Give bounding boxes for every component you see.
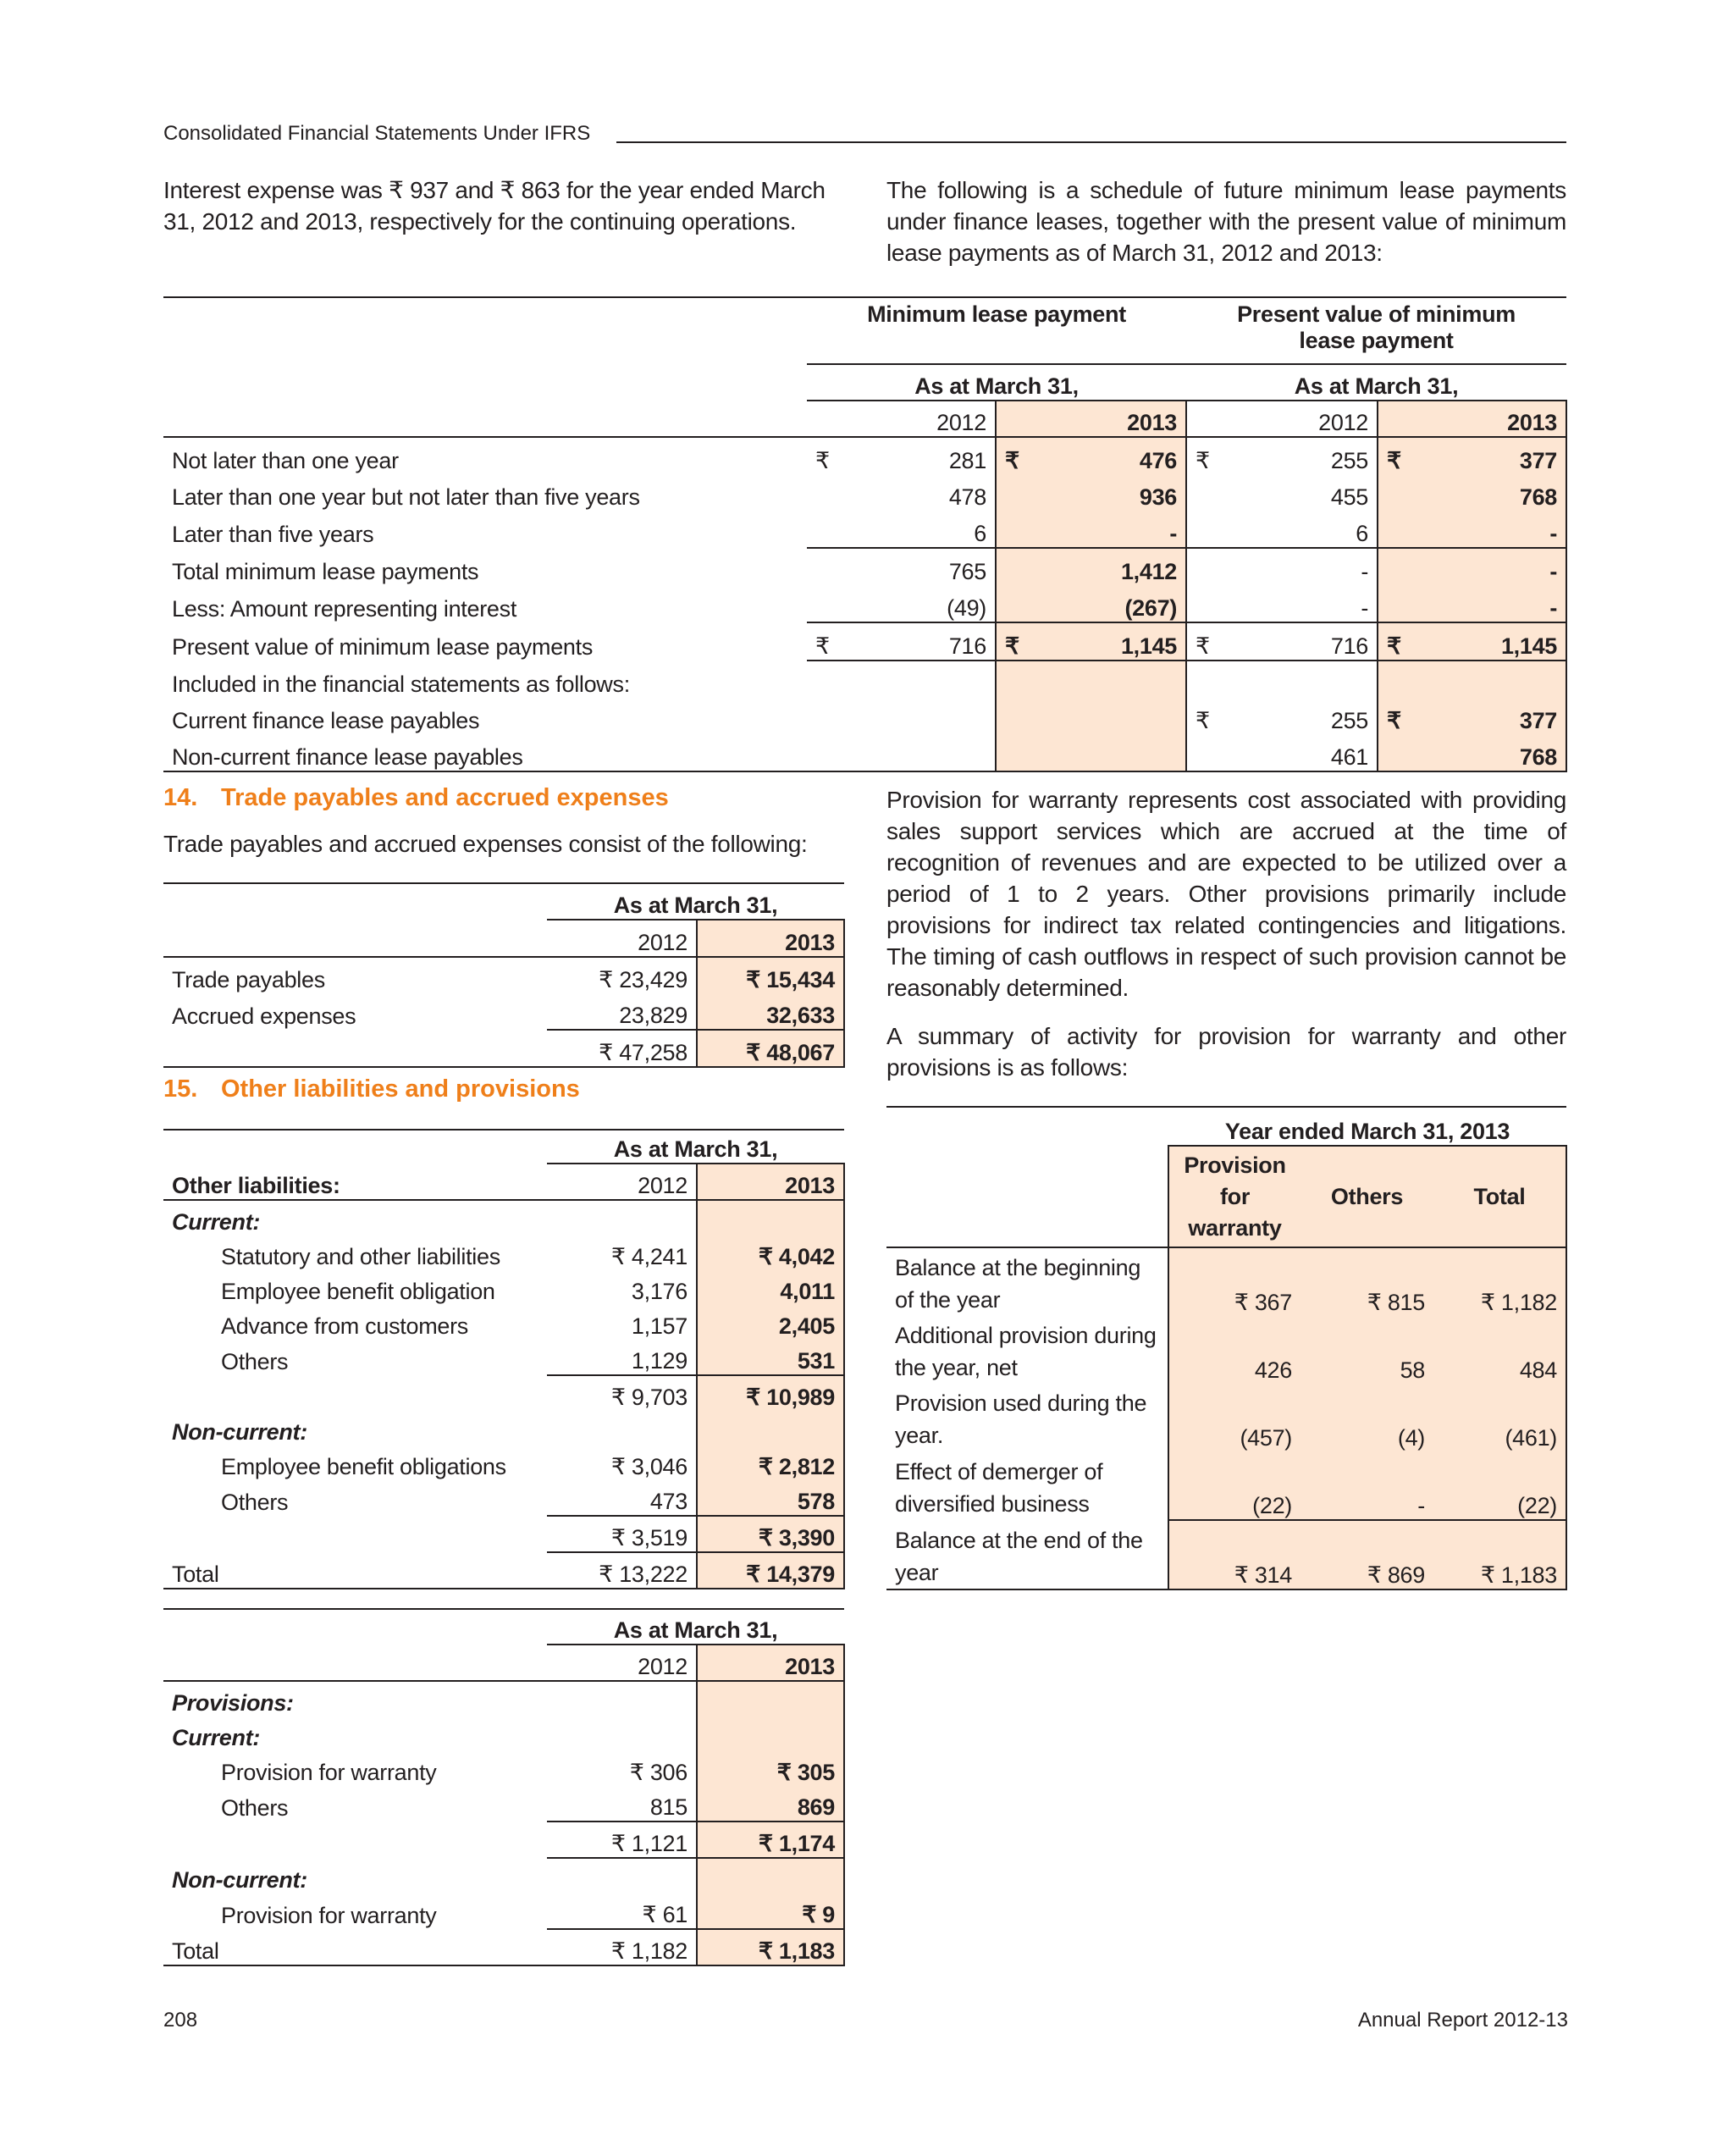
- table-row: [163, 622, 1566, 661]
- column-provision-for-warranty: Provision for warranty: [1168, 1146, 1300, 1247]
- year-2013: 2013: [697, 1164, 844, 1200]
- table-row: [163, 1305, 844, 1340]
- cell-value: 716: [948, 633, 986, 659]
- row-label: Later than five years: [172, 522, 374, 547]
- row-value: 6: [974, 521, 986, 546]
- row-value: 936: [996, 474, 1186, 511]
- row-value: (267): [996, 585, 1186, 622]
- row-label: Statutory and other liabilities: [221, 1244, 500, 1269]
- row-value: 1,129: [631, 1348, 688, 1374]
- table-row: [163, 1236, 844, 1270]
- row-value: (457): [1168, 1384, 1300, 1451]
- row-label: Balance at the beginning of the year: [886, 1247, 1168, 1316]
- year-header-row: [163, 1164, 844, 1200]
- row-label: Present value of minimum lease payments: [172, 634, 594, 660]
- row-value: 23,829: [619, 1003, 688, 1028]
- table-row: [163, 1340, 844, 1375]
- row-value: [807, 661, 996, 698]
- page-number: 208: [163, 2009, 198, 2032]
- row-value: -: [1378, 585, 1566, 622]
- row-value: ₹ 14,379: [697, 1552, 844, 1589]
- provisions-table: [163, 1608, 845, 1966]
- column-total: Total: [1433, 1146, 1566, 1247]
- row-value: ₹ 3,046: [610, 1454, 688, 1479]
- row-value: [807, 734, 996, 771]
- trade-payables-table: [163, 882, 845, 1068]
- table-row: [163, 1929, 844, 1965]
- section-title: Trade payables and accrued expenses: [221, 784, 669, 811]
- column-header-row: [886, 1146, 1566, 1247]
- row-value: ₹ 47,258: [547, 1030, 697, 1067]
- table-row: [886, 1247, 1566, 1316]
- section-14-intro: Trade payables and accrued expenses consist of the following:: [163, 831, 808, 857]
- table-row: [163, 1822, 844, 1858]
- cell-value: 377: [1519, 448, 1558, 473]
- row-value: [697, 1717, 844, 1751]
- year-2012: 2012: [807, 401, 996, 437]
- row-value: ₹ 815: [1300, 1247, 1433, 1316]
- table-row: [163, 1030, 844, 1067]
- row-value: 478: [948, 484, 986, 510]
- row-value: [807, 622, 996, 661]
- section-number: 14.: [163, 784, 198, 811]
- row-value: [697, 1411, 844, 1446]
- header-asat: As at March 31,: [547, 1609, 844, 1645]
- row-value: ₹ 4,241: [610, 1244, 688, 1269]
- row-value: ₹ 869: [1300, 1520, 1433, 1589]
- row-label: Others: [221, 1490, 289, 1515]
- row-label: Total: [163, 1929, 547, 1965]
- row-value: ₹ 10,989: [697, 1375, 844, 1411]
- section-15-heading: [163, 1075, 580, 1103]
- table-row: [163, 1200, 844, 1236]
- row-value: [807, 698, 996, 734]
- row-label: Current:: [163, 1200, 547, 1236]
- row-value: ₹ 15,434: [697, 957, 844, 993]
- year-2012: 2012: [547, 1164, 697, 1200]
- table-row: [163, 548, 1566, 585]
- row-label: [163, 1375, 547, 1411]
- row-label: Provisions:: [163, 1681, 547, 1717]
- header-asat-2: As at March 31,: [1186, 364, 1566, 401]
- row-label: [163, 1030, 547, 1067]
- row-value: [996, 734, 1186, 771]
- rupee-icon: ₹: [1196, 708, 1210, 733]
- table-row: [886, 1384, 1566, 1451]
- row-value: ₹ 1,183: [697, 1929, 844, 1965]
- row-value: ₹ 1,182: [547, 1929, 697, 1965]
- header-present-value: Present value of minimum lease payment: [1186, 297, 1566, 364]
- rupee-icon: ₹: [1387, 633, 1401, 659]
- row-label: Non-current finance lease payables: [163, 734, 807, 771]
- row-value: [547, 1200, 697, 1236]
- row-value: -: [1361, 595, 1369, 621]
- row-label: Advance from customers: [221, 1313, 469, 1339]
- row-label: Current:: [172, 1725, 261, 1750]
- row-value: ₹ 1,182: [1433, 1247, 1566, 1316]
- lease-table: [163, 296, 1567, 772]
- table-row: [163, 1552, 844, 1589]
- table-row: [163, 1446, 844, 1480]
- row-value: 531: [697, 1340, 844, 1375]
- row-value: [807, 437, 996, 474]
- table-row: [886, 1451, 1566, 1520]
- row-value: (49): [947, 595, 986, 621]
- table-row: [163, 1717, 844, 1751]
- row-value: 32,633: [697, 993, 844, 1030]
- section-14-heading: [163, 784, 669, 812]
- cell-value: 716: [1330, 633, 1369, 659]
- row-label: Total: [163, 1552, 547, 1589]
- row-value: [1186, 437, 1378, 474]
- row-label: Accrued expenses: [172, 1003, 356, 1029]
- row-value: ₹ 1,174: [697, 1822, 844, 1858]
- cell-value: 377: [1519, 708, 1558, 733]
- row-label: Later than one year but not later than five years: [172, 484, 640, 510]
- row-label: Less: Amount representing interest: [172, 596, 517, 622]
- row-value: ₹ 367: [1168, 1247, 1300, 1316]
- row-value: 869: [697, 1786, 844, 1822]
- cell-value: 1,145: [1500, 633, 1558, 659]
- row-value: ₹ 23,429: [547, 957, 697, 993]
- table-row: [163, 1270, 844, 1305]
- header-period: Year ended March 31, 2013: [1168, 1107, 1566, 1146]
- row-value: 768: [1378, 734, 1566, 771]
- rupee-icon: ₹: [1387, 708, 1401, 733]
- table-row: [163, 1375, 844, 1411]
- rupee-icon: ₹: [1387, 448, 1401, 473]
- other-liabilities-table: [163, 1129, 845, 1589]
- row-value: [1378, 661, 1566, 698]
- row-value: 2,405: [697, 1305, 844, 1340]
- row-label: Others: [221, 1349, 289, 1374]
- year-2012: 2012: [1186, 401, 1378, 437]
- row-value: [1378, 698, 1566, 734]
- cell-value: 255: [1330, 708, 1369, 733]
- year-header-row: [163, 1645, 844, 1681]
- row-value: ₹ 314: [1168, 1520, 1300, 1589]
- table-row: [886, 1520, 1566, 1589]
- row-value: [996, 622, 1186, 661]
- table-row: [163, 1681, 844, 1717]
- row-value: [547, 1681, 697, 1717]
- row-value: 1,157: [631, 1313, 688, 1339]
- row-value: ₹ 9: [697, 1893, 844, 1929]
- row-value: 6: [1356, 521, 1369, 546]
- cell-value: 281: [948, 448, 986, 473]
- year-2013: 2013: [697, 920, 844, 957]
- table-row: [163, 957, 844, 993]
- row-value: [697, 1681, 844, 1717]
- year-2012: 2012: [547, 920, 697, 957]
- row-value: [996, 437, 1186, 474]
- rupee-icon: ₹: [1196, 448, 1210, 473]
- summary-paragraph: A summary of activity for provision for warranty and other provisions is as follows:: [886, 1023, 1566, 1081]
- row-value: ₹ 48,067: [697, 1030, 844, 1067]
- row-value: 815: [649, 1794, 688, 1820]
- row-value: (22): [1168, 1451, 1300, 1520]
- row-value: ₹ 9,703: [547, 1375, 697, 1411]
- row-value: (4): [1300, 1384, 1433, 1451]
- row-value: 578: [697, 1480, 844, 1516]
- table-row: [163, 734, 1566, 771]
- year-header-row: [163, 920, 844, 957]
- row-value: -: [1300, 1451, 1433, 1520]
- table-row: [163, 585, 1566, 622]
- row-value: (461): [1433, 1384, 1566, 1451]
- report-title: Annual Report 2012-13: [1357, 2009, 1568, 2032]
- cell-value: 476: [1139, 448, 1178, 473]
- cell-value: 255: [1330, 448, 1369, 473]
- row-value: [996, 661, 1186, 698]
- row-value: (22): [1433, 1451, 1566, 1520]
- row-value: 3,176: [631, 1279, 688, 1304]
- row-value: -: [1378, 548, 1566, 585]
- table-row: [163, 698, 1566, 734]
- row-value: [1378, 437, 1566, 474]
- row-label: Current finance lease payables: [172, 708, 480, 733]
- row-value: ₹ 305: [697, 1751, 844, 1786]
- row-value: ₹ 4,042: [697, 1236, 844, 1270]
- row-value: 768: [1378, 474, 1566, 511]
- table-row: [163, 661, 1566, 698]
- row-label: [163, 1516, 547, 1552]
- spacer: [886, 1146, 1168, 1247]
- row-value: 765: [807, 548, 996, 585]
- year-2012: 2012: [547, 1645, 697, 1681]
- row-value: [547, 1717, 697, 1751]
- rupee-icon: ₹: [1005, 633, 1019, 659]
- row-label: Provision used during the year.: [895, 1390, 1147, 1448]
- row-label: Provision for warranty: [221, 1903, 437, 1928]
- table-row: [163, 1858, 844, 1893]
- row-value: -: [1378, 511, 1566, 548]
- row-value: [697, 1200, 844, 1236]
- row-value: ₹ 306: [629, 1760, 688, 1785]
- row-value: 484: [1433, 1316, 1566, 1384]
- cell-value: 1,145: [1120, 633, 1178, 659]
- row-value: ₹ 2,812: [697, 1446, 844, 1480]
- row-value: [996, 698, 1186, 734]
- row-value: [547, 1411, 697, 1446]
- row-value: 455: [1330, 484, 1369, 510]
- year-2013: 2013: [1378, 401, 1566, 437]
- row-label: Non-current:: [172, 1419, 307, 1445]
- table-row: [163, 1786, 844, 1822]
- row-value: -: [1186, 548, 1378, 585]
- section-number: 15.: [163, 1075, 198, 1103]
- row-value: 473: [649, 1489, 688, 1514]
- row-label: Effect of demerger of diversified business: [895, 1459, 1103, 1517]
- row-label: Trade payables: [163, 957, 547, 993]
- row-value: ₹ 13,222: [547, 1552, 697, 1589]
- row-value: ₹ 1,183: [1433, 1520, 1566, 1589]
- row-label: Additional provision during the year, net: [895, 1323, 1157, 1380]
- row-value: [1186, 661, 1378, 698]
- row-label: Non-current:: [172, 1867, 307, 1893]
- header-rule: [616, 141, 1566, 143]
- row-value: -: [996, 511, 1186, 548]
- other-liabilities-title: Other liabilities:: [172, 1173, 340, 1198]
- table-row: [163, 1893, 844, 1929]
- table-row: [163, 437, 1566, 474]
- section-title: Other liabilities and provisions: [221, 1075, 580, 1103]
- year-2013: 2013: [996, 401, 1186, 437]
- header-min-lease: Minimum lease payment: [807, 297, 1186, 364]
- rupee-icon: ₹: [1196, 633, 1210, 659]
- row-label: [163, 1822, 547, 1858]
- row-value: 426: [1168, 1316, 1300, 1384]
- row-value: ₹ 3,390: [697, 1516, 844, 1552]
- warranty-paragraph: Provision for warranty represents cost associated with providing sales support services which are accrued at the time of recognition of revenues and are expected to be utilized over a period of 1 to 2 years. Other provisions primarily include provisions for indirect tax related contingencies and litigations. The timing of cash outflows in respect of such provision cannot be reasonably determined.: [886, 787, 1566, 1001]
- row-value: [697, 1858, 844, 1893]
- row-label: Employee benefit obligation: [221, 1279, 495, 1304]
- row-label: Employee benefit obligations: [221, 1454, 506, 1479]
- row-value: [547, 1858, 697, 1893]
- table-row: [886, 1316, 1566, 1384]
- row-value: ₹ 61: [642, 1902, 688, 1927]
- row-value: [1378, 622, 1566, 661]
- row-value: ₹ 3,519: [547, 1516, 697, 1552]
- row-value: [1186, 698, 1378, 734]
- header-asat-1: As at March 31,: [807, 364, 1186, 401]
- table-row: [163, 511, 1566, 548]
- lease-intro-paragraph: The following is a schedule of future minimum lease payments under finance leases, together with the present value of minimum lease payments as of March 31, 2012 and 2013:: [886, 177, 1566, 266]
- table-row: [163, 1480, 844, 1516]
- table-row: [163, 1751, 844, 1786]
- table-row: [163, 474, 1566, 511]
- rupee-icon: ₹: [815, 633, 830, 659]
- row-value: 4,011: [697, 1270, 844, 1305]
- row-label: Provision for warranty: [221, 1760, 437, 1785]
- table-row: [163, 1411, 844, 1446]
- interest-paragraph: Interest expense was ₹ 937 and ₹ 863 for the year ended March 31, 2012 and 2013, respectively for the continuing operations.: [163, 177, 826, 235]
- rupee-icon: ₹: [815, 448, 830, 473]
- column-others: Others: [1300, 1146, 1433, 1247]
- spacer: [163, 920, 547, 957]
- table-row: [163, 1516, 844, 1552]
- header-asat: As at March 31,: [547, 883, 844, 920]
- spacer: [163, 1645, 547, 1681]
- row-label: Total minimum lease payments: [172, 559, 479, 584]
- rupee-icon: ₹: [1005, 448, 1019, 473]
- row-label: Balance at the end of the year: [886, 1520, 1168, 1589]
- row-label: Included in the financial statements as follows:: [172, 672, 630, 697]
- row-value: 461: [1186, 734, 1378, 771]
- row-value: ₹ 1,121: [547, 1822, 697, 1858]
- row-value: [1186, 622, 1378, 661]
- running-header: Consolidated Financial Statements Under IFRS: [163, 122, 591, 145]
- table-row: [163, 993, 844, 1030]
- row-label: Others: [221, 1795, 289, 1821]
- row-value: 58: [1300, 1316, 1433, 1384]
- row-value: 1,412: [996, 548, 1186, 585]
- header-asat: As at March 31,: [547, 1130, 844, 1164]
- year-2013: 2013: [697, 1645, 844, 1681]
- provision-summary-table: [886, 1106, 1567, 1590]
- row-label: Not later than one year: [163, 437, 807, 474]
